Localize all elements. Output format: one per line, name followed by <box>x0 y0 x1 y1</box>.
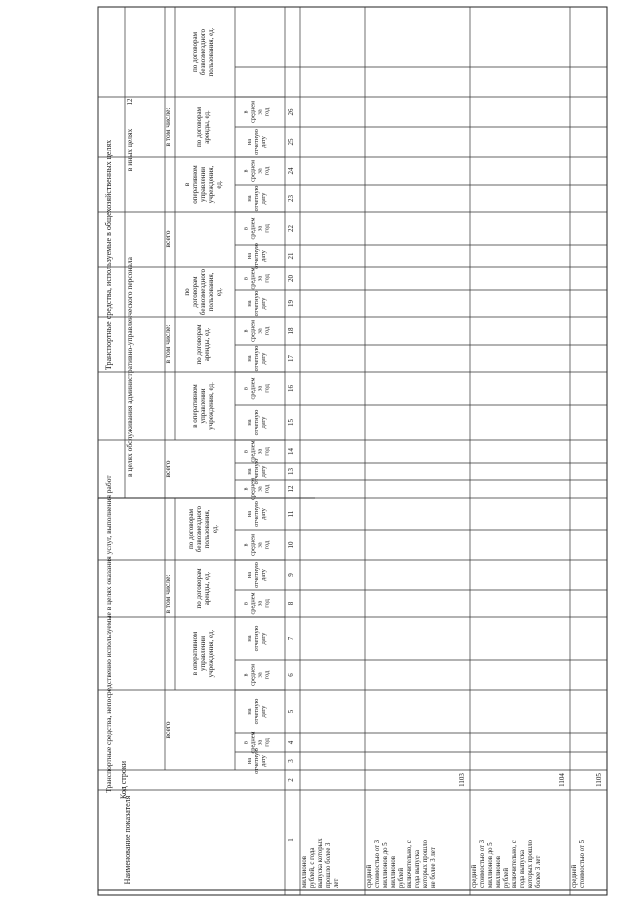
col-number: 11 <box>287 510 295 518</box>
col-number: 14 <box>287 448 295 455</box>
col-number: 19 <box>287 300 295 307</box>
col-number: 3 <box>287 759 295 763</box>
avg-label: всреднемзагод <box>242 592 271 615</box>
at-date-label: наотчетнуюдату <box>246 748 267 774</box>
avg-label: всреднемзагод <box>242 319 271 343</box>
column-numbers <box>287 108 295 842</box>
col-number: 25 <box>287 138 295 146</box>
col-number: 12 <box>287 485 295 493</box>
avg-label: всреднемзагод <box>242 100 271 124</box>
subheader-free-g1: подоговорамбезвозмездногопользования,ед. <box>183 268 223 316</box>
col-number: 16 <box>287 385 295 392</box>
at-date-label: наотчетнуюдату <box>246 409 267 436</box>
at-date-label: наотчетнуюдату <box>246 625 267 652</box>
row-name: среднейстоимостью от 3миллионов до 5миллионоврублейвключительно, сгода выпускакоторых прошлоболее 3 лет <box>471 839 542 888</box>
at-date-label: наотчетнуюдату <box>246 698 267 725</box>
at-date-label: наотчетнуюдату <box>246 501 267 527</box>
col-number: 2 <box>287 778 295 782</box>
col-number: 24 <box>287 167 295 175</box>
col-number: 23 <box>287 195 295 202</box>
row-code: 1105 <box>595 773 603 787</box>
subheader-rent-g0: по договорамаренды, ед. <box>195 568 211 609</box>
col-number: 10 <box>287 541 295 549</box>
col-number: 8 <box>287 601 295 606</box>
at-date-label: наотчетнуюдату <box>246 185 267 212</box>
name-column-header: Наименование показателя <box>123 795 132 885</box>
group-b-total-label: всего <box>163 230 172 248</box>
group-c-title: Транспортные средства, непосредственно используемые в целях оказания услуг, выполнения работ <box>104 475 113 793</box>
row-code: 1104 <box>558 773 566 787</box>
group-a-incl-label: в том числе: <box>163 324 172 364</box>
subheader-free-g2: по договорамбезвозмездногопользования, ед. <box>191 27 215 77</box>
avg-label: всреднемзагод <box>242 267 271 290</box>
at-date-label: наотчетнуюдату <box>246 458 267 485</box>
code-column-header: Код строки <box>119 760 128 800</box>
col-number: 17 <box>287 355 295 362</box>
avg-label: всреднемзагод <box>242 731 271 754</box>
row-code: 1103 <box>458 773 466 787</box>
col-number: 9 <box>287 573 295 577</box>
at-date-label: наотчетнуюдату <box>246 243 267 269</box>
col-number: 6 <box>287 673 295 677</box>
group-b-sub-note: 12 <box>126 98 134 106</box>
col-number: 20 <box>287 275 295 282</box>
group-a-total-label: всего <box>163 460 172 478</box>
at-date-label: наотчетнуюдату <box>246 129 267 155</box>
group-b-sub-title: в иных целях <box>125 128 134 172</box>
col-number: 13 <box>287 468 295 475</box>
col-number: 7 <box>287 636 295 641</box>
row-name: среднейстоимостью от 5 <box>571 839 586 888</box>
avg-label: всреднемзагод <box>242 159 271 183</box>
col-number: 1 <box>287 838 295 842</box>
table-frame <box>98 7 607 895</box>
col-number: 5 <box>287 709 295 714</box>
avg-label: всреднемзагод <box>242 217 271 240</box>
subheader-rent-g2: по договорамаренды, ед. <box>195 106 211 148</box>
at-date-label: наотчетнуюдату <box>246 290 267 317</box>
subheader-free-g0: по договорамбезвозмездногопользования,ед. <box>187 505 219 553</box>
col-number: 4 <box>287 740 295 745</box>
group-b-incl-label: в том числе: <box>163 107 172 147</box>
col-number: 21 <box>287 252 295 260</box>
col-number: 18 <box>287 327 295 335</box>
sub-headers <box>183 27 271 774</box>
avg-label: всреднемзагод <box>242 663 271 687</box>
subheader-rent-g1: по договорамаренды, ед. <box>195 324 211 365</box>
at-date-label: наотчетнуюдату <box>246 345 267 372</box>
row-name: среднейстоимостью от 3миллионов до 5миллионоврублейвключительно, сгода выпускакоторых прошлоне более 3 лет <box>366 839 437 888</box>
col-number: 26 <box>287 108 295 116</box>
col-number: 22 <box>287 225 295 232</box>
row-name: миллионоврублей, с годавыпуска которыхпрошло более 3лет <box>301 838 340 888</box>
avg-label: всреднемзагод <box>242 477 271 501</box>
avg-label: всреднемзагод <box>242 377 271 400</box>
at-date-label: наотчетнуюдату <box>246 562 267 588</box>
group-c-total-label: всего <box>163 721 172 739</box>
subheader-operative-g0: в оперативномуправленииучреждения, ед. <box>191 629 215 678</box>
subheader-operative-g2: воперативномуправленииучреждения,ед. <box>183 165 223 204</box>
group-a-title: Транспортные средства, используемые в общехозяйственных целях <box>104 139 113 371</box>
avg-label: всреднемзагод <box>242 440 271 463</box>
avg-label: всреднемзагод <box>242 533 271 557</box>
group-c-incl-label: в том числе: <box>163 574 172 614</box>
col-number: 15 <box>287 419 295 426</box>
subheader-operative-g1: в оперативномуправленииучреждения, ед. <box>191 382 215 430</box>
group-a-sub-title: в целях обслуживания административно-управленческого персонала <box>125 257 134 477</box>
